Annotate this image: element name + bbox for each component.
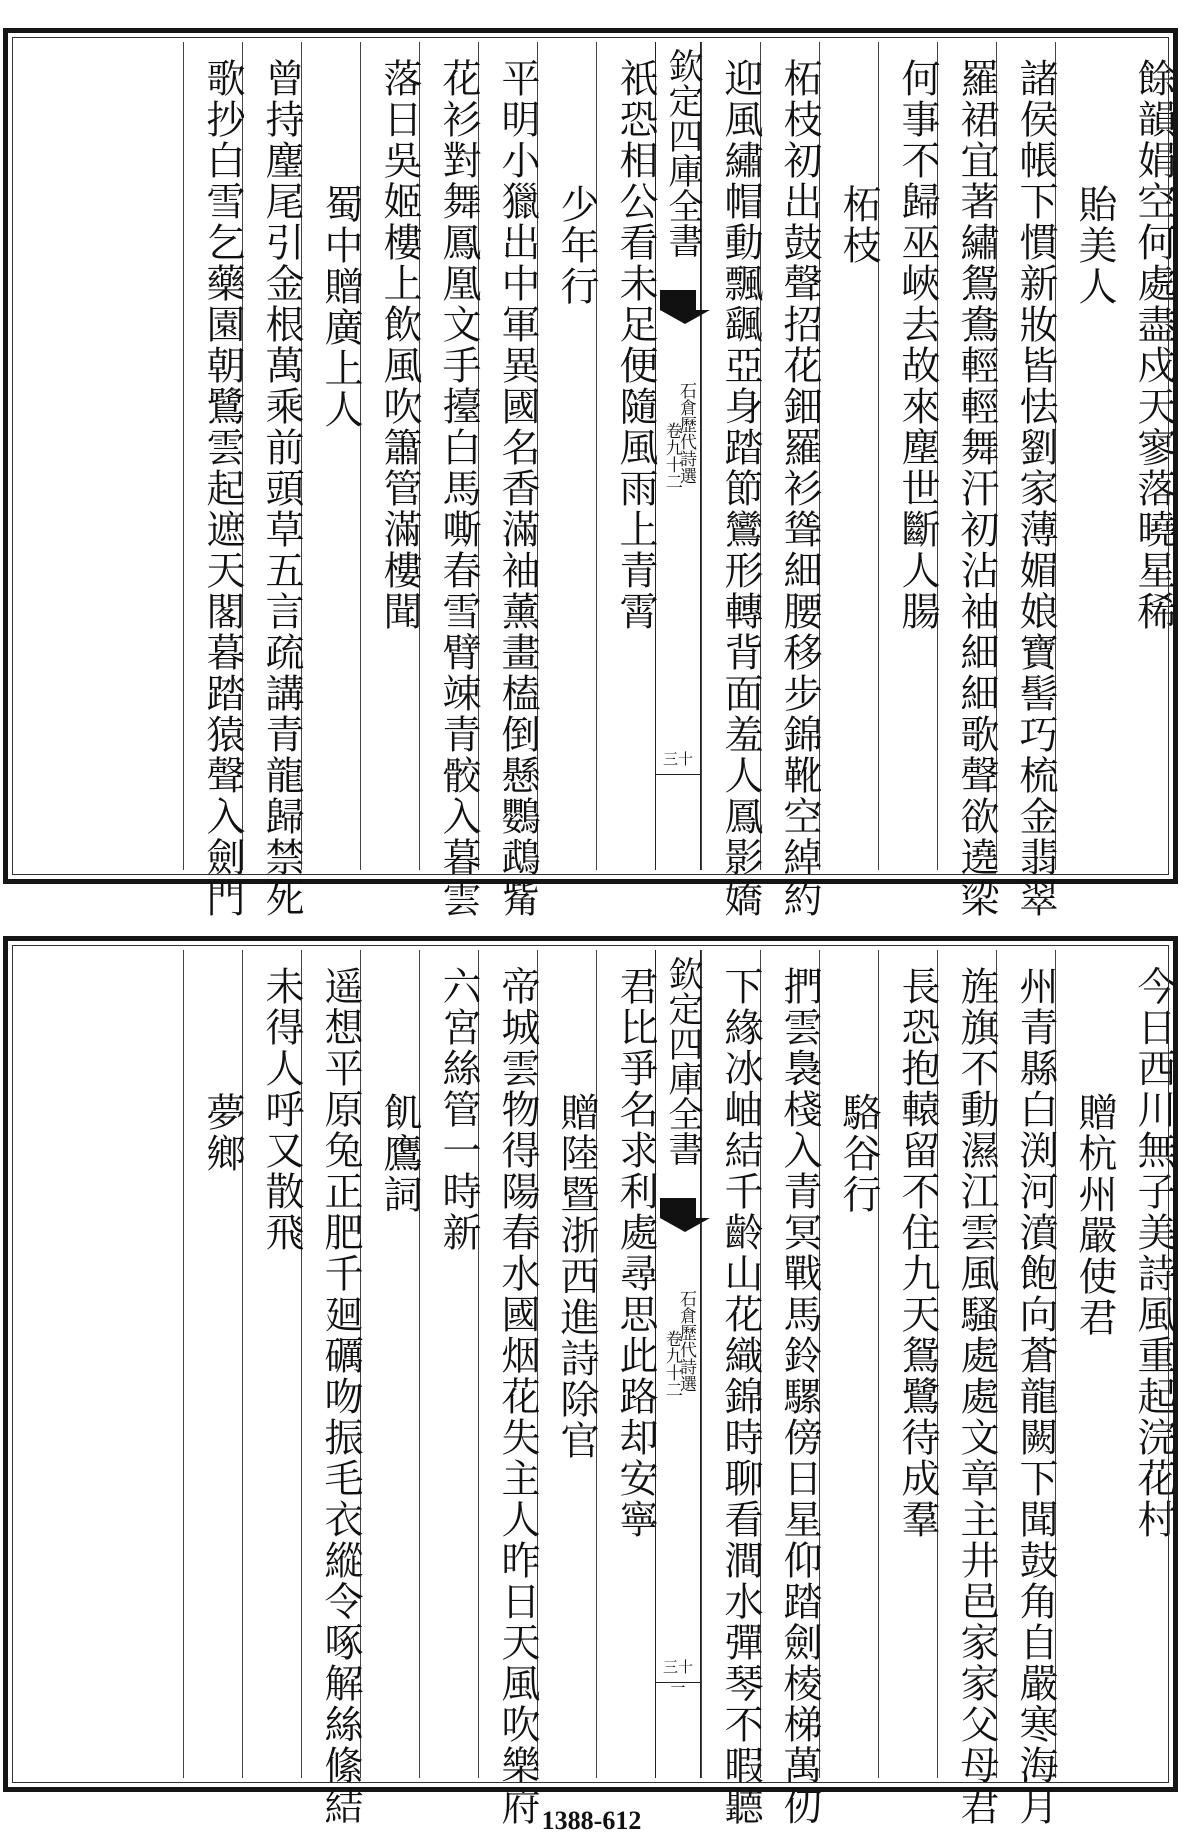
text-column — [996, 950, 1058, 1827]
text-column — [937, 950, 999, 1827]
poem-title: 蜀中贈廣上人 — [318, 184, 363, 430]
column-text: 何事不歸巫峽去故來塵世斷人腸 — [895, 58, 940, 632]
fish-tail-mark — [660, 1198, 696, 1218]
column-text: 曾持麈尾引金根萬乘前頭草五言疏講青龍歸禁死 — [259, 58, 304, 919]
spine-column — [655, 950, 701, 1778]
poem-title-column — [183, 950, 245, 1778]
top-page-panel — [3, 28, 1178, 919]
poem-title-column — [819, 950, 881, 1778]
poem-title-column — [301, 42, 363, 870]
poem-title: 飢鷹詞 — [377, 1092, 422, 1215]
column-text: 祇恐相公看未足便隨風雨上青霄 — [613, 58, 658, 632]
poem-title-column — [537, 950, 599, 1778]
volume-label: 卷九十二 — [661, 422, 682, 490]
page-number: 三十 — [662, 750, 693, 768]
text-column — [242, 42, 304, 919]
column-text: 今日西川無子美詩風重起浣花村 — [1131, 966, 1176, 1540]
poem-title-column — [1055, 950, 1117, 1778]
volume-label: 卷九十二 — [661, 1330, 682, 1398]
text-column — [701, 950, 763, 1827]
column-text: 帝城雲物得陽春水國烟花失主人昨日天風吹樂府 — [495, 966, 540, 1827]
column-text: 六宮絲管一時新 — [436, 966, 481, 1253]
spine-column — [655, 42, 701, 870]
poem-title: 贈杭州嚴使君 — [1072, 1092, 1117, 1338]
collection-title: 石倉歷代詩選 — [676, 1290, 696, 1392]
column-text: 下緣冰岫結千齡山花織錦時聊看澗水彈琴不暇聽 — [718, 966, 763, 1827]
divider — [656, 774, 700, 775]
divider — [656, 1682, 700, 1683]
text-column — [360, 42, 422, 870]
text-column — [760, 950, 822, 1827]
column-text: 捫雲裊棧入青冥戰馬鈴騾傍日星仰踏劍棱梯萬仞 — [777, 966, 822, 1827]
column-text: 羅裙宜著繡鴛鴦輕輕舞汗初沾袖細細歌聲欲遶梁 — [954, 58, 999, 919]
column-text: 旌旗不動濕江雲風騷處處文章主井邑家家父母君 — [954, 966, 999, 1827]
catalog-number: 1388-612 — [541, 1806, 642, 1835]
text-column — [419, 950, 481, 1778]
column-text: 落日吳姬樓上飲風吹簫管滿樓聞 — [377, 58, 422, 632]
text-column — [701, 42, 763, 919]
column-text: 長恐抱轅留不住九天鴛鷺待成羣 — [895, 966, 940, 1540]
page-number: 三十一 — [662, 1658, 693, 1697]
poem-title: 贈陸暨浙西進詩除官 — [554, 1092, 599, 1461]
column-text: 柘枝初出鼓聲招花鈿羅衫聳細腰移步錦靴空綽約 — [777, 58, 822, 919]
poem-title-column — [537, 42, 599, 870]
column-text: 遥想平原兔正肥千廻礪吻振毛衣縱令啄解絲絛結 — [318, 966, 363, 1827]
column-text: 餘韻娟空何處盡戍天寥落曉星稀 — [1131, 58, 1176, 632]
poem-title: 柘枝 — [836, 184, 881, 266]
text-column — [1114, 42, 1176, 870]
text-column — [183, 42, 245, 919]
text-column — [242, 950, 304, 1778]
column-text: 君比爭名求利處尋思此路却安寧 — [613, 966, 658, 1540]
text-column — [478, 950, 540, 1827]
collection-title: 石倉歷代詩選 — [676, 382, 696, 484]
column-text: 迎風繡帽動飄颻亞身踏節鸞形轉背面羞人鳳影嬌 — [718, 58, 763, 919]
poem-title-column — [360, 950, 422, 1778]
text-column — [996, 42, 1058, 919]
column-text: 州青縣白渕河濆飽向蒼龍闕下聞鼓角自嚴寒海月 — [1013, 966, 1058, 1827]
poem-title: 少年行 — [554, 184, 599, 307]
poem-title: 駱谷行 — [836, 1092, 881, 1215]
column-text: 諸侯帳下慣新妝皆怯劉家薄媚娘寶髻巧梳金翡翠 — [1013, 58, 1058, 919]
book-title: 欽定四庫全書 — [663, 48, 703, 258]
column-text: 花衫對舞鳳凰文手擡白馬嘶春雪臂竦青骹入暮雲 — [436, 58, 481, 919]
poem-title: 夢鄉 — [200, 1092, 245, 1174]
text-column — [419, 42, 481, 919]
book-title: 欽定四庫全書 — [663, 956, 703, 1166]
text-column — [596, 42, 658, 870]
text-column — [596, 950, 658, 1778]
text-column — [301, 950, 363, 1827]
text-column — [878, 950, 940, 1778]
text-column — [937, 42, 999, 919]
fish-tail-mark — [660, 290, 696, 310]
text-column — [760, 42, 822, 919]
text-column — [878, 42, 940, 870]
poem-title-column — [819, 42, 881, 870]
column-text: 未得人呼又散飛 — [259, 966, 304, 1253]
text-column — [1114, 950, 1176, 1778]
column-text: 歌抄白雪乞藥園朝鷺雲起遮天閣暮踏猿聲入劍門 — [200, 58, 245, 919]
poem-title: 貽美人 — [1072, 184, 1117, 307]
text-column — [478, 42, 540, 919]
poem-title-column — [1055, 42, 1117, 870]
column-text: 平明小獵出中軍異國名香滿袖薰畫榼倒懸鸚鵡觜 — [495, 58, 540, 919]
